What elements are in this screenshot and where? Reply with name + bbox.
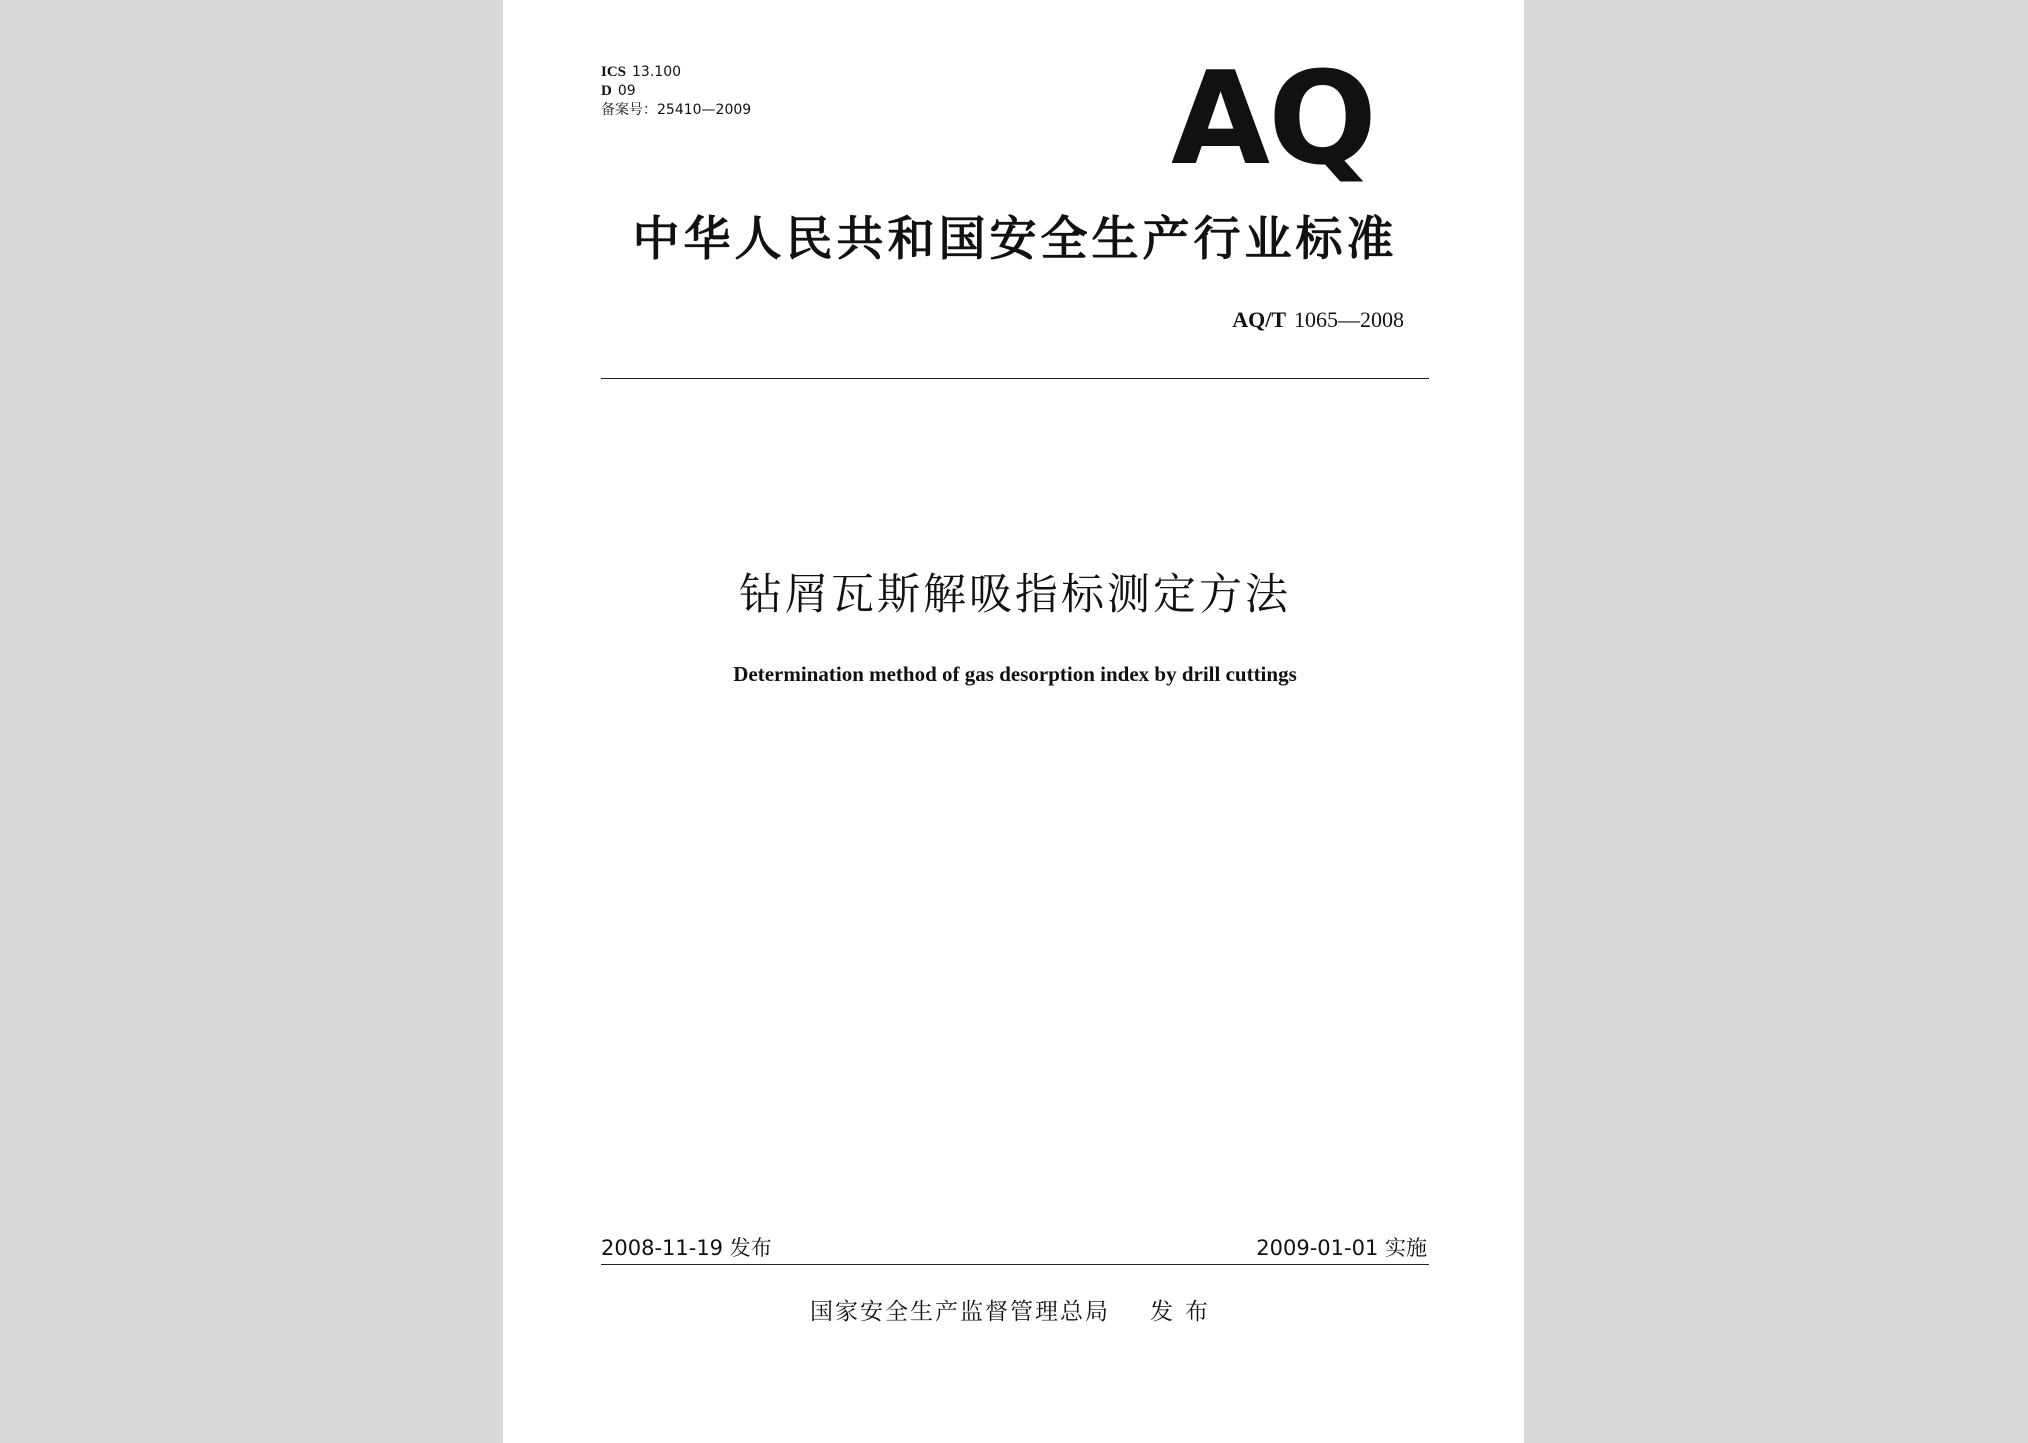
aq-logo: AQ — [1171, 45, 1375, 194]
document-title-cn: 钻屑瓦斯解吸指标测定方法 — [739, 570, 1291, 620]
implement-date: 2009-01-01 实施 — [1256, 1236, 1427, 1260]
document-title-en: Determination method of gas desorption index by drill cuttings — [733, 662, 1297, 686]
ccs-line — [601, 82, 751, 101]
ics-value: 13.100 — [632, 64, 682, 80]
standard-number — [1232, 307, 1404, 333]
record-value: 25410—2009 — [657, 102, 752, 118]
ccs-value: 09 — [617, 83, 636, 99]
publisher-line — [601, 1296, 1429, 1328]
ics-line — [601, 63, 751, 82]
standard-number-prefix: AQ/T — [1232, 307, 1286, 332]
ccs-label: D — [601, 83, 612, 99]
publisher-name: 国家安全生产监督管理总局 — [810, 1299, 1110, 1325]
record-line — [601, 101, 751, 120]
document-page — [503, 0, 1524, 1443]
classification-block — [601, 63, 751, 120]
standard-number-value: 1065—2008 — [1294, 307, 1404, 332]
standard-category-title: 中华人民共和国安全生产行业标准 — [632, 212, 1398, 267]
footer-divider — [601, 1264, 1429, 1265]
ics-label: ICS — [601, 64, 627, 80]
issue-label: 发布 — [1150, 1299, 1220, 1325]
header-divider — [601, 378, 1429, 379]
publish-date: 2008-11-19 发布 — [601, 1236, 772, 1260]
record-label: 备案号： — [601, 102, 657, 118]
